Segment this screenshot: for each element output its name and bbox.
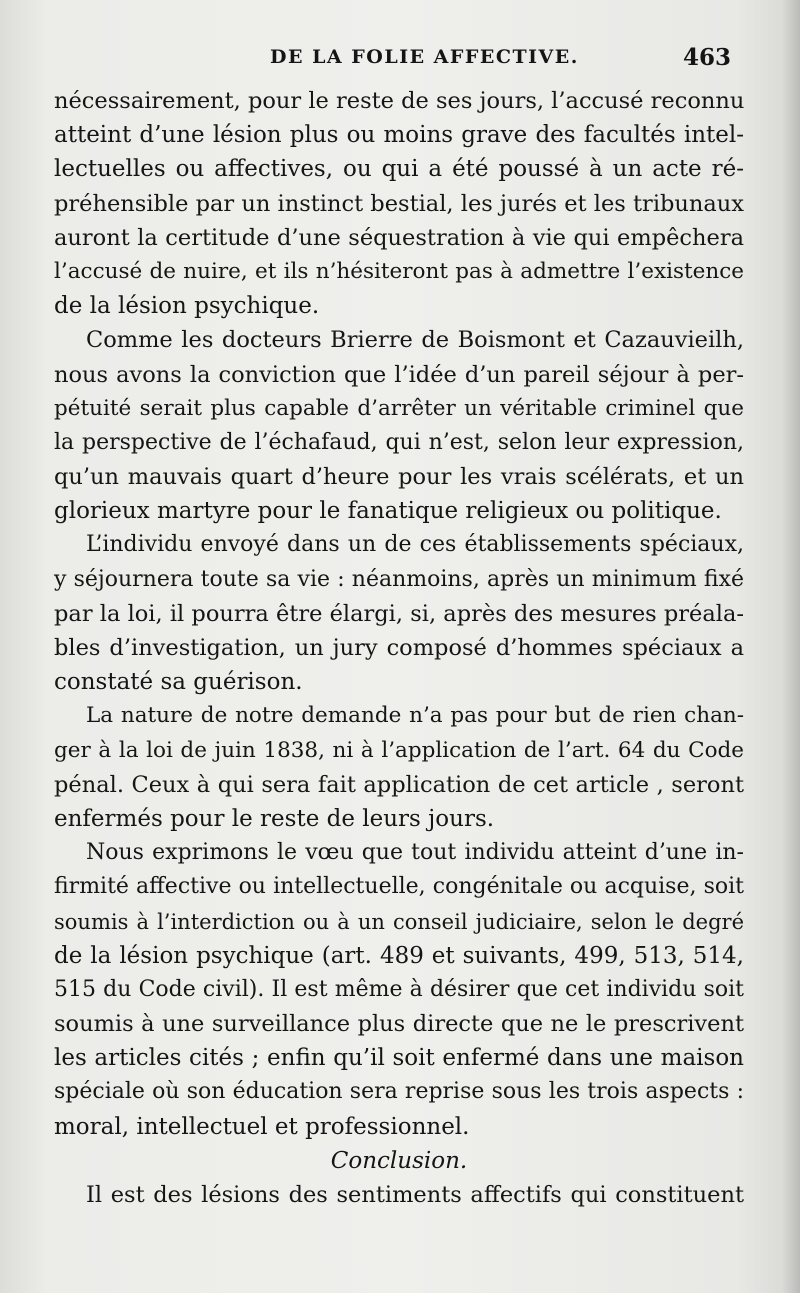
text-line: soumis à l’interdiction ou à un conseil judiciaire, selon le degré	[54, 909, 744, 934]
text-line: nécessairement, pour le reste de ses jours, l’accusé reconnu	[54, 88, 745, 114]
text-line: pénal. Ceux à qui sera fait application de cet article , seront	[54, 771, 744, 798]
text-line: auront la certitude d’une séquestration à vie qui empêchera	[54, 224, 744, 251]
page-header	[0, 46, 800, 76]
text-line: l’accusé de nuire, et ils n’hésiteront pas à admettre l’existence	[54, 258, 744, 284]
text-line: moral, intellectuel et professionnel.	[54, 1113, 470, 1140]
text-line: par la loi, il pourra être élargi, si, après des mesures préala-	[54, 600, 744, 627]
text-line: constaté sa guérison.	[54, 669, 303, 696]
text-line: 515 du Code civil). Il est même à désirer que cet individu soit	[54, 976, 744, 1002]
page-number: 463	[683, 44, 732, 71]
page-edge-shadow	[782, 0, 800, 1293]
text-line: y séjournera toute sa vie : néanmoins, après un minimum fixé	[54, 566, 744, 592]
text-line: de la lésion psychique (art. 489 et suivants, 499, 513, 514,	[54, 942, 744, 969]
text-line: glorieux martyre pour le fanatique religieux ou politique.	[54, 498, 722, 525]
text-line: nous avons la conviction que l’idée d’un pareil séjour à per-	[54, 361, 744, 388]
running-title: DE LA FOLIE AFFECTIVE.	[270, 46, 579, 68]
text-line: la perspective de l’échafaud, qui n’est, selon leur expression,	[54, 429, 744, 455]
text-line: bles d’investigation, un jury composé d’hommes spéciaux a	[54, 635, 744, 661]
text-line: lectuelles ou affectives, ou qui a été poussé à un acte ré-	[54, 156, 744, 183]
text-line: préhensible par un instinct bestial, les jurés et les tribunaux	[54, 190, 744, 217]
text-line: soumis à une surveillance plus directe que ne le prescrivent	[54, 1011, 744, 1038]
text-line: L’individu envoyé dans un de ces établissements spéciaux,	[86, 532, 744, 558]
text-line: ger à la loi de juin 1838, ni à l’application de l’art. 64 du Code	[54, 737, 744, 763]
body-text	[54, 84, 744, 1212]
text-line: de la lésion psychique.	[54, 293, 320, 320]
section-heading: Conclusion.	[330, 1147, 468, 1174]
text-line: enfermés pour le reste de leurs jours.	[54, 805, 495, 832]
text-line: La nature de notre demande n’a pas pour but de rien chan-	[86, 703, 744, 729]
text-line: pétuité serait plus capable d’arrêter un véritable criminel que	[54, 395, 744, 421]
text-line: Nous exprimons le vœu que tout individu atteint d’une in-	[86, 840, 744, 866]
text-line: Comme les docteurs Brierre de Boismont et Cazauvieilh,	[86, 327, 744, 354]
text-line: Il est des lésions des sentiments affectifs qui constituent	[86, 1182, 744, 1208]
text-line: les articles cités ; enfin qu’il soit enfermé dans une maison	[54, 1045, 744, 1072]
text-line: atteint d’une lésion plus ou moins grave des facultés intel-	[54, 122, 744, 149]
text-line: qu’un mauvais quart d’heure pour les vrais scélérats, et un	[54, 464, 744, 491]
text-line: spéciale où son éducation sera reprise sous les trois aspects :	[54, 1079, 744, 1105]
text-line: firmité affective ou intellectuelle, congénitale ou acquise, soit	[54, 874, 744, 900]
